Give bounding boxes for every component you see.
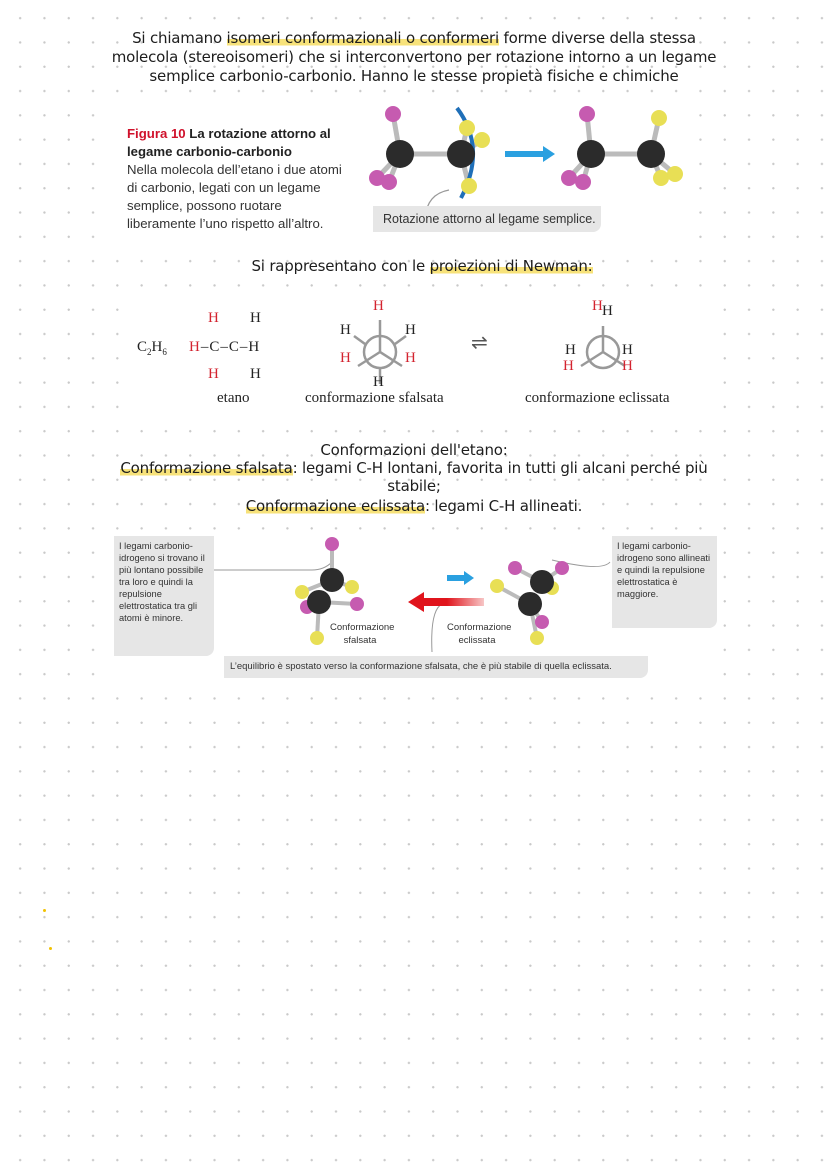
left-note [114,536,214,656]
label-sfalsata: Conformazione sfalsata [330,622,395,646]
atom-h: H [563,358,574,374]
conformations-figure [112,532,722,682]
yellow-dot [43,909,46,912]
right-note [612,536,717,628]
label-eclissata: conformazione eclissata [525,390,670,406]
atom-h: H [250,310,261,326]
atom-h: H [250,366,261,382]
newman-intro [8,257,828,276]
atom-h: H [622,342,633,358]
eclipsed-text: : legami C-H allineati. [424,497,583,515]
label-sfalsata: conformazione sfalsata [305,390,444,406]
atom-h: H [565,342,576,358]
atom-h: H [622,358,633,374]
atom-h: H [373,298,384,314]
figure-label: Figura 10 [127,126,186,141]
staggered-line-2: stabile; [387,477,441,495]
newman-intro-text: Si rappresentano con le [251,257,430,275]
newman-projections [125,292,710,412]
ethane-formula: $C_2H_6$ [137,339,167,357]
atom-h: H [340,350,351,366]
eclipsed-line [0,497,828,516]
staggered-line [0,459,828,478]
atom-h: H [602,303,613,319]
intro-text: Si chiamano [132,29,227,47]
right-note-text: I legami carbonio-idrogeno sono allineati e quindi la repulsione elettrostatica è maggiore. [617,541,711,599]
atom-h: H [208,366,219,382]
label-etano: etano [217,390,250,406]
highlight-newman: proiezioni di Newman: [429,257,593,275]
yellow-dot [49,947,52,950]
atom-h: H [405,322,416,338]
figure-10-text [127,125,352,233]
figure-body: Nella molecola dell’etano i due atomi di carbonio, legati con un legame semplice, possono ruotare liberamente l’uno rispetto all’altro. [127,162,342,231]
conformation-molecules-image [212,532,612,657]
ethane-structural-formula: H–C–C–H [189,339,261,355]
figure-10-title [127,126,331,159]
atom-h: H [340,322,351,338]
highlight-eclissata: Conformazione eclissata [245,497,425,515]
figure-title: La rotazione attorno al legame carbonio-carbonio [127,126,331,159]
conformations-heading: Conformazioni dell'etano: [320,441,508,459]
left-note-text: I legami carbonio-idrogeno si trovano il più lontano possibile tra loro e quindi la repulsione elettrostatica tra gli atomi è minore. [119,541,205,623]
highlight-sfalsata: Conformazione sfalsata [120,459,293,477]
equilibrium-caption: L’equilibrio è spostato verso la conformazione sfalsata, che è più stabile di quella eclissata. [224,656,648,678]
label-eclissata: Conformazione eclissata [447,622,512,646]
equilibrium-arrows-icon: ⇌ [471,332,488,354]
intro-text: forme diverse della stessa [498,29,696,47]
atom-h: H [405,350,416,366]
atom-h: H [592,298,603,314]
intro-line-1 [0,29,828,48]
backward-arrow-icon [422,598,484,606]
atom-h: H [373,374,384,390]
staggered-text: : legami C-H lontani, favorita in tutti gli alcani perché più [292,459,708,477]
atom-h: H [208,310,219,326]
figure-10-caption: Rotazione attorno al legame semplice. [373,206,601,232]
intro-line-3: semplice carbonio-carbonio. Hanno le stesse propietà fisiche e chimiche [149,67,679,85]
intro-line-2: molecola (stereoisomeri) che si interconvertono per rotazione intorno a un legame [111,48,717,66]
highlight-isomeri: isomeri conformazionali o conformeri [226,29,499,47]
